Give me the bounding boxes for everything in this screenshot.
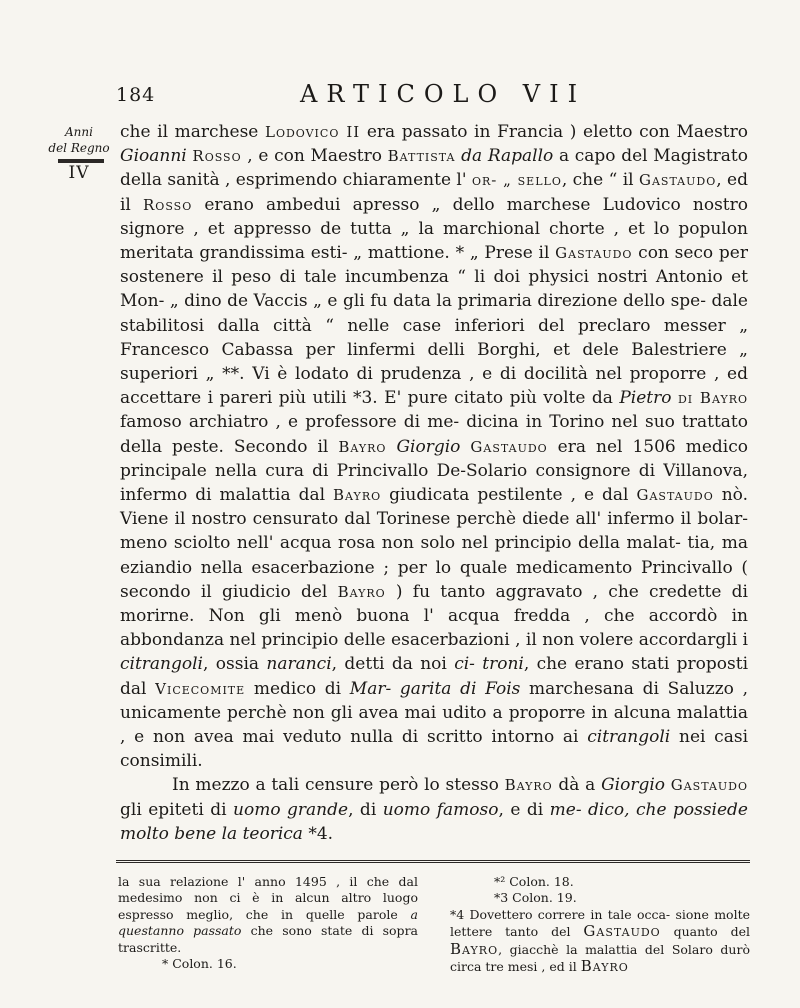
italic-text: Giorgio [396,436,461,457]
margin-note-year: IV [68,163,90,183]
italic-text: Gioanni [120,146,187,167]
footnote-text: *3 Colon. 19. [494,890,577,906]
small-caps-name: Vicecomite [155,679,246,698]
italic-text: ci- troni [454,654,524,675]
small-caps-name: Bayro [333,486,382,505]
small-caps-name: Lodovico II [264,123,361,141]
italic-text: me- dico, che possiede molto bene la teorica [120,799,748,844]
italic-text: Giorgio [601,775,665,796]
italic-text: Mar- garita di Fois [349,678,521,699]
footnote-text: *4 Dovettero correre in tale occa- sione molte lettere tanto del Gastaudo quanto del Bayro, giacchè la malattia del Solaro durò circa tre mesi , ed il Bayro [450,906,750,976]
small-caps-name: Gastaudo [638,171,717,190]
body-paragraph: In mezzo a tali censure però lo stesso Bayro dà a Giorgio Gastaudo gli epiteti di uomo grande, di uomo famoso, e di me- dico, che possiede molto bene la teorica *4. [120,775,748,844]
small-caps-name: Battista [387,147,456,166]
small-caps-name: Gastaudo [583,922,661,941]
italic-text: Pietro [619,388,672,409]
small-caps-name: Rosso [192,147,242,166]
footnote-column-left [118,874,418,975]
italic-text: uomo famoso [382,799,499,820]
small-caps-name: or- „ sello [471,171,562,190]
footnotes [118,874,750,975]
italic-text: uomo grande [233,799,349,820]
body-text [120,120,748,846]
italic-text: a questanno passato [118,906,418,939]
small-caps-name: Bayro [337,582,386,601]
italic-text: citrangoli [587,727,671,748]
small-caps-name: Gastaudo [555,244,633,263]
small-caps-name: Gastaudo [470,437,548,456]
small-caps-name: Bayro [504,776,553,795]
small-caps-name: Bayro [450,939,499,958]
footnote-text: * Colon. 16. [162,956,237,972]
margin-note-label: Anni [65,125,93,139]
italic-text: naranci [266,654,332,675]
small-caps-name: Bayro [580,957,629,976]
footnote-divider [116,860,750,863]
running-head: ARTICOLO VII [300,80,587,108]
page-number: 184 [116,84,156,106]
italic-text: da Rapallo [461,146,554,167]
small-caps-name: Gastaudo [670,776,748,795]
body-paragraph: che il marchese Lodovico II era passato in Francia ) eletto con Maestro Gioanni Rosso , e con Maestro Battista da Rapallo a capo del Magistrato della sanità , esprimendo chiaramente l' or- „ sello, che “ il Gastaudo, ed il Rosso erano ambedui apresso „ dello marchese Ludovico nostro signore , et appresso de tutta „ la marchional chorte , et lo populon meritata grandissima esti- „ mattione. * „ Prese il Gastaudo con seco per sostenere il peso di tale incumbenza “ li doi physici nostri Antonio et Mon- „ dino de Vaccis „ e gli fu data la primaria direzione dello spe- dale stabilitosi dalla città “ nelle case inferiori del preclaro messer „ Francesco Cabassa per linfermi delli Borghi, et dele Balestriere „ superiori „ **. Vi è lodato di prudenza , e di docilità nel proporre , ed accettare i pareri più utili *3. E' pure citato più volte da Pietro di Bayro famoso archiatro , e professore di me- dicina in Torino nel suo trattato della peste. Secondo il Bayro Giorgio Gastaudo era nel 1506 medico principale nella cura di Princivallo De-Solario consignore di Villanova, infermo di malattia dal Bayro giudicata pestilente , e dal Gastaudo nò. Viene il nostro censurato dal Torinese perchè diede all' infermo il bolar- meno sciolto nell' acqua rosa non solo nel principio della malat- tia, ma eziandio nella esacerbazione ; per lo quale medicamento Princivallo ( secondo il giudicio del Bayro ) fu tanto aggravato , che credette di morirne. Non gli menò buona l' acqua fredda , che accordò in abbondanza nel principio delle esacerbazioni , il non volere accordargli i citrangoli, ossia naranci, detti da noi ci- troni, che erano stati proposti dal Vicecomite medico di Mar- garita di Fois marchesana di Saluzzo , unicamente perchè non gli avea mai udito a proporre in alcuna malattia , e non avea mai veduto nulla di scritto intorno ai citrangoli nei casi consimili. [120,122,749,772]
small-caps-name: Bayro [338,437,387,456]
footnote-text: *² Colon. 18. [494,874,574,889]
margin-note-label-2: del Regno [48,141,110,155]
small-caps-name: Rosso [143,195,193,214]
footnote-column-right [450,874,750,975]
footnote-text: la sua relazione l' anno 1495 , il che dal medesimo non ci è in alcun altro luogo espresso meglio, che in quelle parole a questanno passato che sono state di sopra trascritte. [118,874,418,955]
small-caps-name: di Bayro [677,389,749,408]
italic-text: citrangoli [120,654,203,675]
margin-note [44,124,114,181]
small-caps-name: Gastaudo [636,486,714,505]
